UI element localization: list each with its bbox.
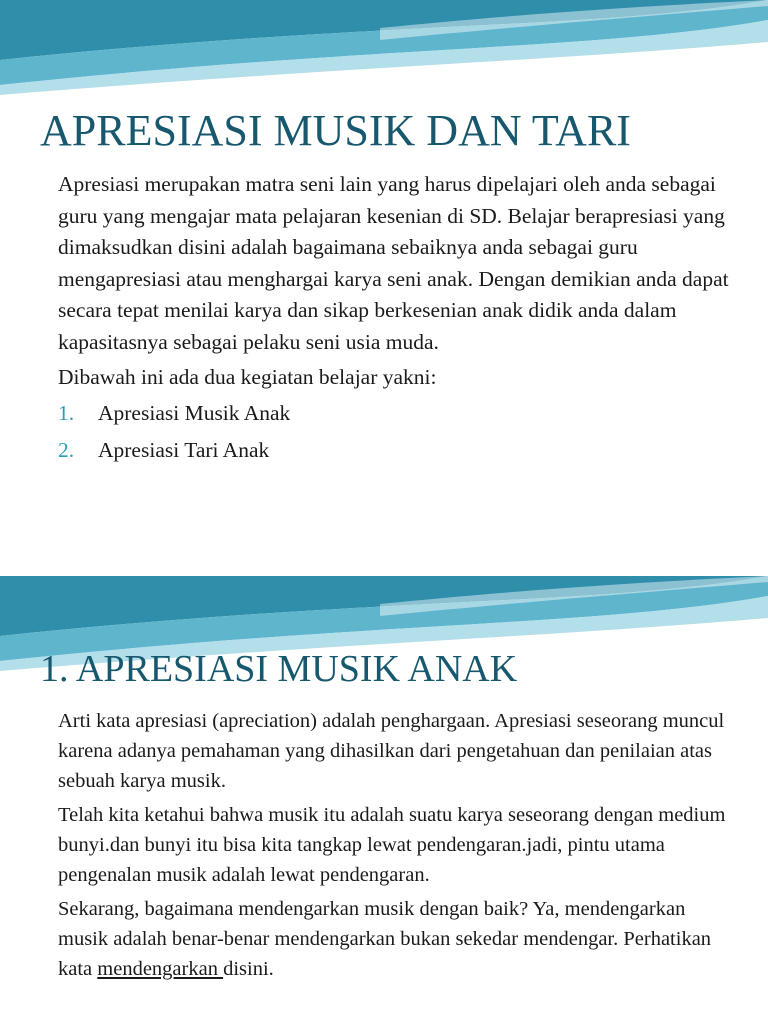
list-item — [58, 435, 738, 467]
activities-list — [58, 398, 738, 467]
slide-separator — [0, 558, 768, 576]
list-item-number: 2. — [58, 438, 75, 462]
list-item-text: Apresiasi Tari Anak — [98, 438, 270, 462]
slide-title: APRESIASI MUSIK DAN TARI — [40, 106, 631, 155]
activities-intro: Dibawah ini ada dua kegiatan belajar yakni: — [58, 365, 437, 389]
wave-header-decoration — [0, 0, 768, 95]
slide-body — [58, 169, 738, 473]
intro-paragraph: Apresiasi merupakan matra seni lain yang harus dipelajari oleh anda sebagai guru yang mengajar mata pelajaran kesenian di SD. Belajar berapresiasi yang dimaksudkan disini adalah bagaimana sebaiknya anda sebagai guru mengapresiasi atau menghargai karya seni anak. Dengan demikian anda dapat secara tepat menilai karya dan sikap berkesenian anak didik anda dalam kapasitasnya sebagai pelaku seni usia muda. — [58, 172, 729, 354]
definition-paragraph: Arti kata apresiasi (apreciation) adalah penghargaan. Apresiasi seseorang muncul karena adanya pemahaman yang dihasilkan dari pengetahuan dan penilaian atas sebuah karya musik. — [58, 710, 725, 792]
underlined-word: mendengarkan — [97, 958, 224, 980]
slide-body — [58, 706, 738, 988]
listening-text: Sekarang, bagaimana mendengarkan musik dengan baik? Ya, mendengarkan musik adalah benar-benar mendengarkan bukan sekedar mendengar. Perhatikan kata — [58, 898, 712, 980]
list-item-number: 1. — [58, 400, 75, 425]
slide-2 — [0, 576, 768, 1024]
medium-paragraph: Telah kita ketahui bahwa musik itu adalah suatu karya seseorang dengan medium bunyi.dan bunyi itu bisa kita tangkap lewat pendengaran.jadi, pintu utama pengenalan musik adalah lewat pendengaran. — [58, 804, 726, 886]
slide-title: 1. APRESIASI MUSIK ANAK — [40, 648, 518, 690]
list-item-text: Apresiasi Musik Anak — [98, 400, 291, 425]
list-item — [58, 398, 738, 430]
listening-paragraph — [58, 894, 738, 984]
listening-text-end: disini. — [223, 958, 274, 980]
